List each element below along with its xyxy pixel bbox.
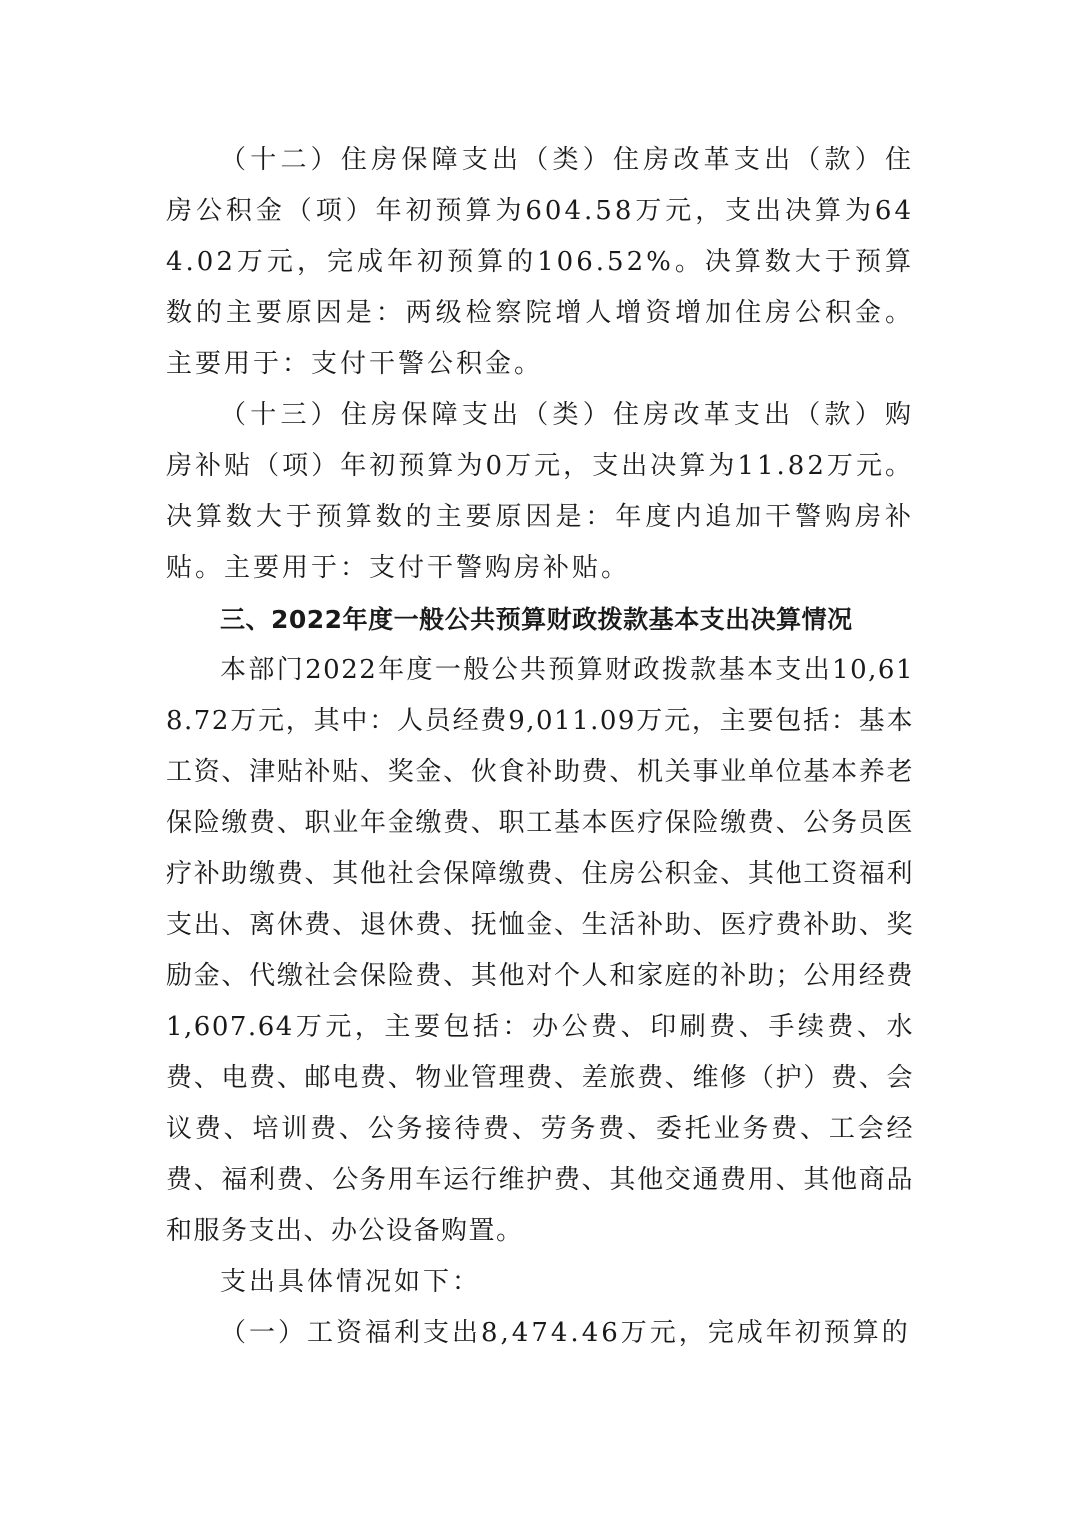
document-body: [166, 135, 914, 1359]
paragraph-wage-welfare-expenditure: （一）工资福利支出8,474.46万元，完成年初预算的: [220, 1318, 911, 1348]
paragraph-basic-expenditure-summary: 本部门2022年度一般公共预算财政拨款基本支出10,618.72万元，其中：人员经费9,011.09万元，主要包括：基本工资、津贴补贴、奖金、伙食补助费、机关事业单位基本养老保险缴费、职业年金缴费、职工基本医疗保险缴费、公务员医疗补助缴费、其他社会保障缴费、住房公积金、其他工资福利支出、离休费、退休费、抚恤金、生活补助、医疗费补助、奖励金、代缴社会保险费、其他对个人和家庭的补助；公用经费1,607.64万元，主要包括：办公费、印刷费、手续费、水费、电费、邮电费、物业管理费、差旅费、维修（护）费、会议费、培训费、公务接待费、劳务费、委托业务费、工会经费、福利费、公务用车运行维护费、其他交通费用、其他商品和服务支出、办公设备购置。: [166, 655, 914, 1246]
paragraph-housing-provident-fund: （十二）住房保障支出（类）住房改革支出（款）住房公积金（项）年初预算为604.58万元，支出决算为644.02万元，完成年初预算的106.52%。决算数大于预算数的主要原因是：两级检察院增人增资增加住房公积金。主要用于：支付干警公积金。: [166, 145, 914, 379]
section-heading: 三、2022年度一般公共预算财政拨款基本支出决算情况: [220, 605, 853, 634]
paragraph-expenditure-details-intro: 支出具体情况如下：: [220, 1267, 482, 1297]
paragraph-housing-purchase-subsidy: （十三）住房保障支出（类）住房改革支出（款）购房补贴（项）年初预算为0万元，支出决算为11.82万元。决算数大于预算数的主要原因是：年度内追加干警购房补贴。主要用于：支付干警购房补贴。: [166, 400, 914, 583]
